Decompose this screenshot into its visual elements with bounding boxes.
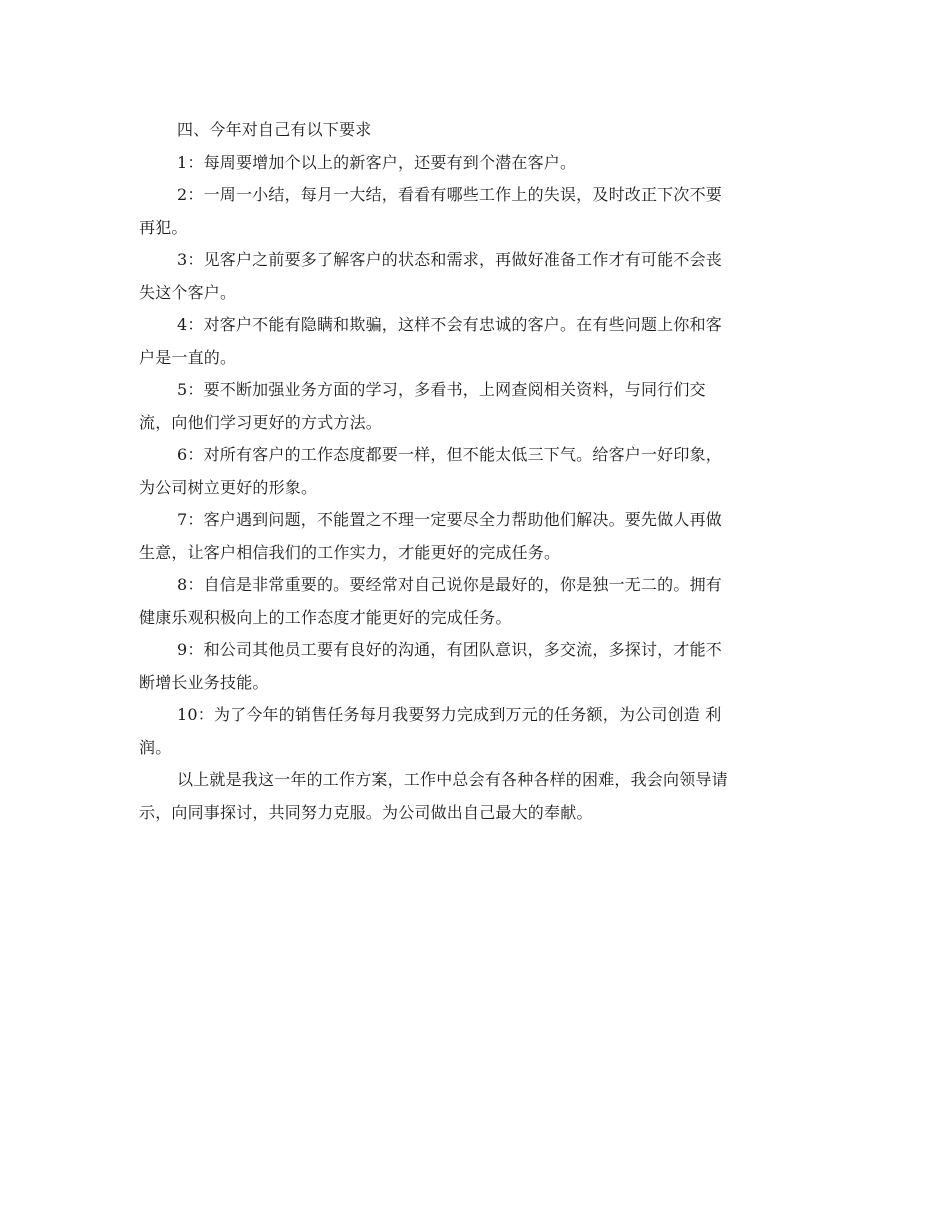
item-7-line-2: 生意，让客户相信我们的工作实力，才能更好的完成任务。	[139, 542, 561, 562]
list-item-2	[139, 179, 811, 244]
list-item-4	[139, 309, 811, 374]
item-10-line-2: 润。	[139, 737, 172, 757]
list-item-6	[139, 439, 811, 504]
closing-line-1: 以上就是我这一年的工作方案，工作中总会有各种各样的困难，我会向领导请	[177, 770, 728, 789]
item-2-line-1: 2：一周一小结，每月一大结，看看有哪些工作上的失误，及时改正下次不要	[177, 185, 722, 204]
item-3-line-1: 3：见客户之前要多了解客户的状态和需求，再做好准备工作才有可能不会丧	[177, 250, 722, 269]
section-heading: 四、今年对自己有以下要求	[177, 120, 372, 139]
closing-paragraph	[139, 764, 811, 829]
item-5-line-2: 流，向他们学习更好的方式方法。	[139, 412, 383, 432]
list-item-9	[139, 634, 811, 699]
item-8-line-2: 健康乐观积极向上的工作态度才能更好的完成任务。	[139, 607, 512, 627]
list-item-3	[139, 244, 811, 309]
item-4-line-1: 4：对客户不能有隐瞒和欺骗，这样不会有忠诚的客户。在有些问题上你和客	[177, 315, 722, 334]
item-5-line-1: 5：要不断加强业务方面的学习，多看书，上网查阅相关资料，与同行们交	[177, 380, 706, 399]
item-9-line-1: 9：和公司其他员工要有良好的沟通，有团队意识，多交流，多探讨，才能不	[177, 640, 722, 659]
closing-line-2: 示，向同事探讨，共同努力克服。为公司做出自己最大的奉献。	[139, 802, 593, 822]
list-item-1	[139, 147, 811, 180]
item-9-line-2: 断增长业务技能。	[139, 672, 269, 692]
item-4-line-2: 户是一直的。	[139, 347, 237, 367]
item-6-line-2: 为公司树立更好的形象。	[139, 477, 318, 497]
item-10-line-1: 10：为了今年的销售任务每月我要努力完成到万元的任务额，为公司创造 利	[177, 705, 722, 724]
item-3-line-2: 失这个客户。	[139, 282, 237, 302]
list-item-7	[139, 504, 811, 569]
item-7-line-1: 7：客户遇到问题，不能置之不理一定要尽全力帮助他们解决。要先做人再做	[177, 510, 722, 529]
list-item-5	[139, 374, 811, 439]
document-body	[139, 114, 811, 829]
list-item-8	[139, 569, 811, 634]
item-1-line-1: 1：每周要增加个以上的新客户，还要有到个潜在客户。	[177, 152, 577, 172]
item-2-line-2: 再犯。	[139, 217, 188, 237]
list-item-10	[139, 699, 811, 764]
item-6-line-1: 6：对所有客户的工作态度都要一样，但不能太低三下气。给客户一好印象，	[177, 445, 722, 464]
item-8-line-1: 8：自信是非常重要的。要经常对自己说你是最好的，你是独一无二的。拥有	[177, 575, 722, 594]
